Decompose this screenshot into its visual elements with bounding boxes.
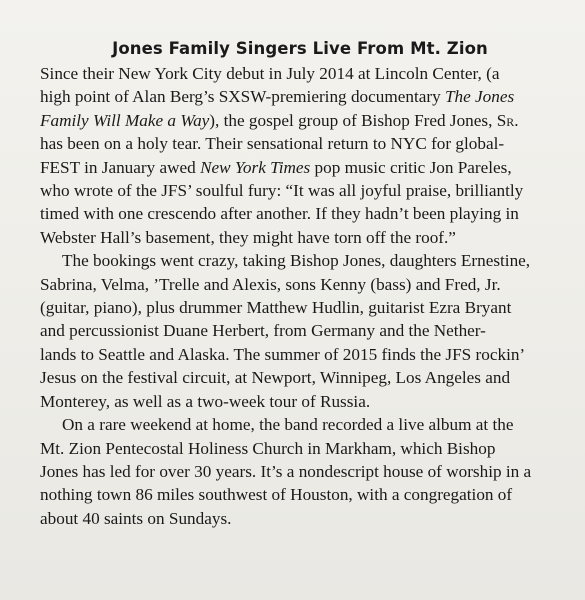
text-line	[40, 109, 560, 132]
article-body	[40, 62, 560, 530]
text-line	[40, 226, 560, 249]
text-segment: pop music critic Jon Pareles,	[310, 157, 512, 177]
text-line	[40, 296, 560, 319]
text-line	[40, 85, 560, 108]
text-segment: Mt. Zion Pentecostal Holiness Church in Markham, which Bishop	[40, 438, 496, 458]
italic-title-text: Family Will Make a Way	[40, 110, 210, 130]
italic-title-text: New York Times	[200, 157, 311, 177]
text-segment: nothing town 86 miles southwest of Houston, with a congregation of	[40, 485, 513, 505]
text-segment: and percussionist Duane Herbert, from Germany and the Nether-	[40, 321, 486, 341]
text-segment: high point of Alan Berg’s SXSW-premiering documentary	[40, 87, 445, 107]
text-line	[40, 343, 560, 366]
text-segment: Sr.	[496, 110, 519, 130]
text-segment: Monterey, as well as a two-week tour of Russia.	[40, 391, 371, 411]
text-segment: On a rare weekend at home, the band recorded a live album at the	[62, 415, 514, 435]
text-segment: timed with one crescendo after another. If they hadn’t been playing in	[40, 204, 519, 224]
text-line	[40, 390, 560, 413]
text-line	[40, 366, 560, 389]
text-segment: who wrote of the JFS’ soulful fury: “It was all joyful praise, brilliantly	[40, 181, 524, 201]
text-line	[40, 179, 560, 202]
article-paragraph-3	[40, 413, 560, 530]
article-headline: Jones Family Singers Live From Mt. Zion	[112, 39, 488, 58]
text-line	[40, 132, 560, 155]
text-segment: The bookings went crazy, taking Bishop Jones, daughters Ernestine,	[62, 251, 531, 271]
text-segment: Sabrina, Velma, ’Trelle and Alexis, sons Kenny (bass) and Fred, Jr.	[40, 274, 501, 294]
text-line	[40, 273, 560, 296]
text-line	[40, 507, 560, 530]
text-segment: has been on a holy tear. Their sensational return to NYC for global-	[40, 134, 505, 154]
text-segment: (guitar, piano), plus drummer Matthew Hudlin, guitarist Ezra Bryant	[40, 298, 512, 318]
text-line	[40, 249, 560, 272]
text-segment: Since their New York City debut in July 2014 at Lincoln Center, (a	[40, 64, 500, 83]
article-paragraph-2	[40, 249, 560, 413]
text-segment: lands to Seattle and Alaska. The summer of 2015 finds the JFS rockin’	[40, 344, 526, 364]
text-line	[40, 62, 560, 85]
text-line	[40, 483, 560, 506]
text-segment: Jones has led for over 30 years. It’s a nondescript house of worship in a	[40, 461, 532, 481]
text-line	[40, 202, 560, 225]
text-segment: Webster Hall’s basement, they might have torn off the roof.”	[40, 227, 456, 247]
text-line	[40, 413, 560, 436]
text-segment: Jesus on the festival circuit, at Newport, Winnipeg, Los Angeles and	[40, 368, 511, 388]
text-segment: about 40 saints on Sundays.	[40, 508, 232, 528]
article	[40, 38, 560, 530]
italic-title-text: The Jones	[444, 87, 515, 107]
text-segment: ), the gospel group of Bishop Fred Jones,	[209, 110, 497, 130]
text-line	[40, 437, 560, 460]
text-line	[40, 319, 560, 342]
article-paragraph-1	[40, 62, 560, 249]
text-line	[40, 156, 560, 179]
text-segment: FEST in January awed	[40, 157, 201, 177]
text-line	[40, 460, 560, 483]
